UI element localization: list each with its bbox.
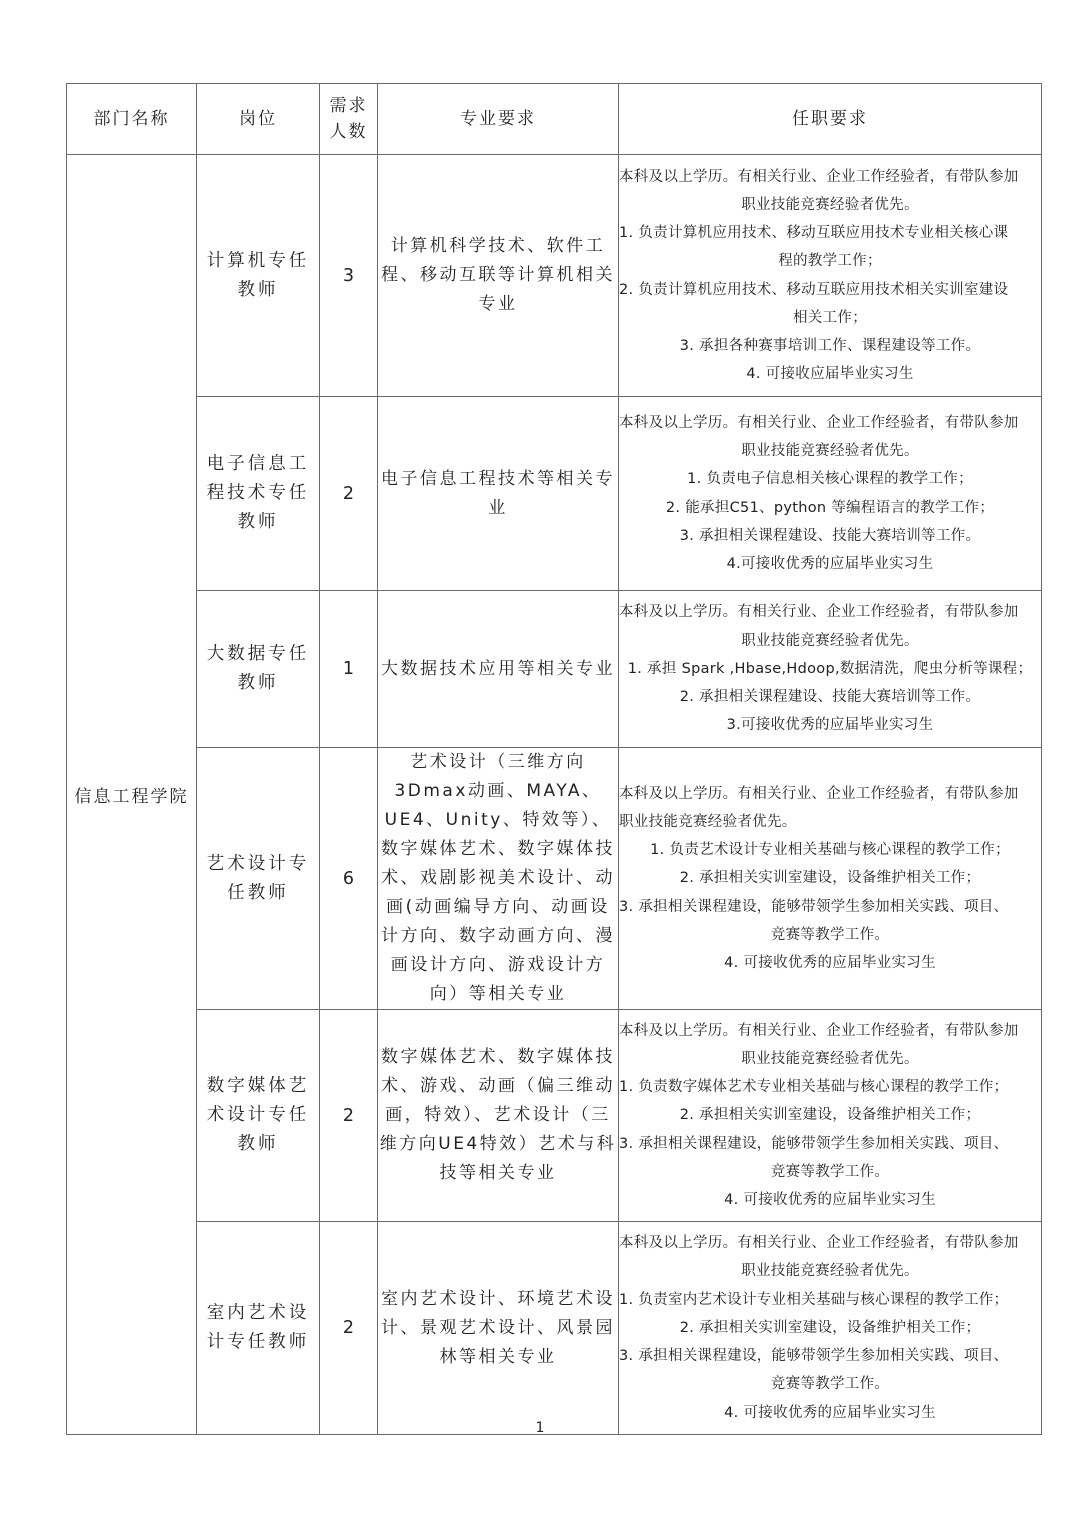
count-cell: 2 [320, 1010, 378, 1222]
major-cell: 艺术设计（三维方向3Dmax动画、MAYA、UE4、Unity、特效等）、数字媒体艺术、数字媒体技术、戏剧影视美术设计、动画(动画编导方向、动画设计方向、数字动画方向、漫画设计方向、游戏设计方向）等相关专业 [378, 748, 619, 1010]
requirement-line: 2. 能承担C51、python 等编程语言的教学工作； [665, 499, 995, 516]
count-cell: 1 [320, 591, 378, 748]
requirement-line: 程的教学工作； [778, 253, 882, 270]
requirement-line: 2. 负责计算机应用技术、移动互联应用技术相关实训室建设 [619, 281, 1009, 298]
requirement-line: 相关工作； [793, 309, 867, 326]
requirement-line: 本科及以上学历。有相关行业、企业工作经验者，有带队参加 [619, 1235, 1019, 1252]
requirement-line: 4. 可接收优秀的应届毕业实习生 [724, 1404, 936, 1421]
position-cell: 室内艺术设计专任教师 [197, 1222, 320, 1435]
header-department: 部门名称 [67, 84, 197, 155]
requirement-line: 1. 负责计算机应用技术、移动互联应用技术专业相关核心课 [619, 225, 1009, 242]
position-cell: 电子信息工程技术专任教师 [197, 397, 320, 591]
requirement-line: 竞赛等教学工作。 [770, 1376, 890, 1393]
count-cell: 3 [320, 155, 378, 397]
table-row [67, 1010, 1042, 1222]
header-row [67, 84, 1042, 155]
requirement-line: 3. 承担相关课程建设、技能大赛培训等工作。 [679, 527, 981, 544]
requirement-line: 1. 负责室内艺术设计专业相关基础与核心课程的教学工作； [619, 1291, 1009, 1308]
requirement-line: 竞赛等教学工作。 [770, 926, 890, 943]
requirements-cell [619, 155, 1042, 397]
requirement-line: 1. 负责数字媒体艺术专业相关基础与核心课程的教学工作； [619, 1079, 1009, 1096]
position-cell: 大数据专任教师 [197, 591, 320, 748]
table-body [67, 155, 1042, 1435]
position-cell: 计算机专任教师 [197, 155, 320, 397]
department-cell: 信息工程学院 [67, 155, 197, 1435]
major-cell: 室内艺术设计、环境艺术设计、景观艺术设计、风景园林等相关专业 [378, 1222, 619, 1435]
count-cell: 2 [320, 1222, 378, 1435]
count-cell: 6 [320, 748, 378, 1010]
header-position: 岗位 [197, 84, 320, 155]
requirement-line: 4.可接收优秀的应届毕业实习生 [726, 555, 934, 572]
header-count [320, 84, 378, 155]
requirement-line: 本科及以上学历。有相关行业、企业工作经验者，有带队参加 [619, 604, 1019, 621]
requirement-line: 本科及以上学历。有相关行业、企业工作经验者，有带队参加 [619, 414, 1019, 431]
requirements-cell [619, 1010, 1042, 1222]
requirement-line: 3.可接收优秀的应届毕业实习生 [726, 717, 934, 734]
requirement-line: 职业技能竞赛经验者优先。 [741, 196, 919, 213]
requirement-line: 3. 承担相关课程建设，能够带领学生参加相关实践、项目、 [619, 1135, 1009, 1152]
requirements-cell [619, 397, 1042, 591]
recruitment-table [66, 83, 1042, 1435]
table-row [67, 591, 1042, 748]
requirement-line: 职业技能竞赛经验者优先。 [741, 1050, 919, 1067]
table-row [67, 748, 1042, 1010]
count-cell: 2 [320, 397, 378, 591]
requirement-line: 4. 可接收应届毕业实习生 [746, 366, 914, 383]
position-cell: 数字媒体艺术设计专任教师 [197, 1010, 320, 1222]
requirements-cell [619, 748, 1042, 1010]
requirement-line: 2. 承担相关课程建设、技能大赛培训等工作。 [679, 689, 981, 706]
requirement-line: 本科及以上学历。有相关行业、企业工作经验者，有带队参加 [619, 785, 1019, 802]
requirement-line: 职业技能竞赛经验者优先。 [741, 443, 919, 460]
requirement-line: 2. 承担相关实训室建设，设备维护相关工作； [679, 1107, 981, 1124]
requirement-line: 4. 可接收优秀的应届毕业实习生 [724, 955, 936, 971]
major-cell: 计算机科学技术、软件工程、移动互联等计算机相关专业 [378, 155, 619, 397]
header-requirements: 任职要求 [619, 84, 1042, 155]
requirement-line: 3. 承担相关课程建设，能够带领学生参加相关实践、项目、 [619, 898, 1009, 915]
table-row [67, 1222, 1042, 1435]
requirement-line: 竞赛等教学工作。 [770, 1163, 890, 1180]
requirement-line: 3. 承担相关课程建设，能够带领学生参加相关实践、项目、 [619, 1348, 1009, 1365]
requirement-line: 1. 负责艺术设计专业相关基础与核心课程的教学工作； [650, 842, 1010, 859]
requirement-line: 本科及以上学历。有相关行业、企业工作经验者，有带队参加 [619, 168, 1019, 185]
requirement-line: 2. 承担相关实训室建设，设备维护相关工作； [679, 870, 981, 887]
position-cell: 艺术设计专任教师 [197, 748, 320, 1010]
table-row [67, 397, 1042, 591]
major-cell: 大数据技术应用等相关专业 [378, 591, 619, 748]
major-cell: 电子信息工程技术等相关专业 [378, 397, 619, 591]
requirement-line: 4. 可接收优秀的应届毕业实习生 [724, 1192, 936, 1208]
requirement-line: 职业技能竞赛经验者优先。 [741, 632, 919, 649]
requirement-line: 3. 承担各种赛事培训工作、课程建设等工作。 [679, 337, 981, 354]
requirements-cell [619, 591, 1042, 748]
requirement-line: 1. 负责电子信息相关核心课程的教学工作； [687, 471, 973, 488]
requirement-line: 2. 承担相关实训室建设，设备维护相关工作； [679, 1319, 981, 1336]
requirement-line: 职业技能竞赛经验者优先。 [619, 813, 797, 830]
requirements-cell [619, 1222, 1042, 1435]
major-cell: 数字媒体艺术、数字媒体技术、游戏、动画（偏三维动画，特效）、艺术设计（三维方向UE4特效）艺术与科技等相关专业 [378, 1010, 619, 1222]
header-count-line1: 需求 [329, 96, 368, 116]
requirement-line: 本科及以上学历。有相关行业、企业工作经验者，有带队参加 [619, 1022, 1019, 1039]
header-count-line2: 人数 [329, 122, 368, 142]
requirement-line: 职业技能竞赛经验者优先。 [741, 1263, 919, 1280]
header-major: 专业要求 [378, 84, 619, 155]
page-number: 1 [535, 1420, 545, 1436]
table-row [67, 155, 1042, 397]
requirement-line: 1. 承担 Spark ,Hbase,Hdoop,数据清洗，爬虫分析等课程； [627, 660, 1033, 677]
